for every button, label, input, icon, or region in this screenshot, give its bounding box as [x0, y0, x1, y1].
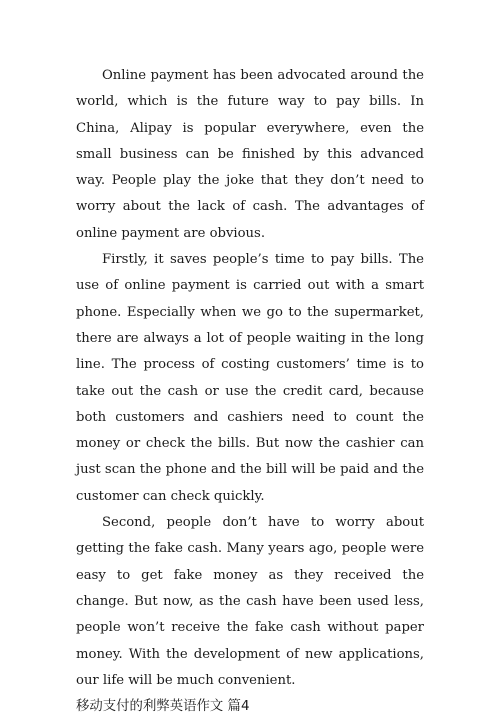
paragraph-saves-time: Firstly, it saves people’s time to pay bills. The use of online payment is carried out with a smart phone. Especially when we go to the supermarket, there are always a lot of people waiting in the long line. The process of costing customers’ time is to take out the cash or use the credit card, because both customers and cashiers need to count the money or check the bills. But now the cashier can just scan the phone and the bill will be paid and the customer can check quickly. — [76, 252, 424, 504]
paragraph-intro: Online payment has been advocated around the world, which is the future way to pay bills. In China, Alipay is popular everywhere, even the small business can be finished by this advanced way. People play the joke that they don’t need to worry about the lack of cash. The advantages of online payment are obvious. — [76, 68, 424, 241]
essay-body — [76, 63, 424, 720]
paragraph-fake-cash: Second, people don’t have to worry about getting the fake cash. Many years ago, people were easy to get fake money as they received the change. But now, as the cash have been used less, people won’t receive the fake cash without paper money. With the development of new applications, our life will be much convenient. — [76, 515, 424, 688]
section-heading: 移动支付的利弊英语作文 篇4 — [76, 699, 250, 715]
